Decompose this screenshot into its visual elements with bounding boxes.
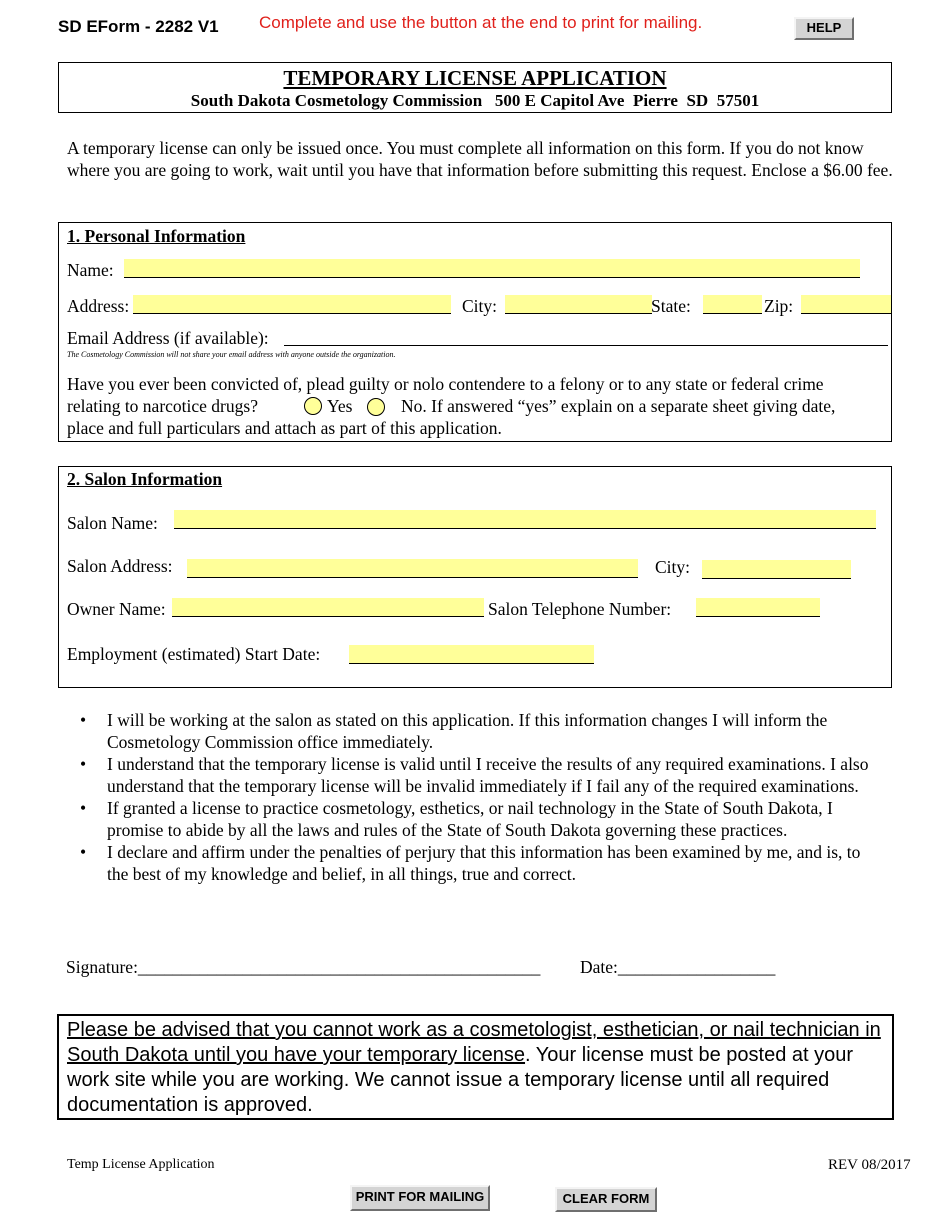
city-field[interactable] xyxy=(505,295,652,314)
city-label: City: xyxy=(462,296,498,316)
statement-text: I declare and affirm under the penalties of perjury that this information has been examined by me, and is, to the best of my knowledge and belief, in all things, true and correct. xyxy=(107,842,861,884)
conviction-question-line3: place and full particulars and attach as part of this application. xyxy=(67,418,502,438)
salon-information-title: 2. Salon Information xyxy=(67,469,223,489)
clear-form-button[interactable]: CLEAR FORM xyxy=(555,1187,657,1212)
conviction-yes-radio[interactable] xyxy=(304,397,322,415)
address-field[interactable] xyxy=(133,295,451,314)
yes-label: Yes xyxy=(327,396,353,416)
advisory-underlined: Please be advised that you cannot work as a cosmetologist, esthetician, or nail technician in South Dakota until you have your temporary license xyxy=(67,1019,881,1066)
form-id: SD EForm - 2282 V1 xyxy=(58,17,219,36)
print-for-mailing-button[interactable]: PRINT FOR MAILING xyxy=(350,1185,490,1211)
personal-information-title: 1. Personal Information xyxy=(67,226,246,246)
list-item: • I declare and affirm under the penalties of perjury that this information has been examined by me, and is, to the best of my knowledge and belief, in all things, true and correct. xyxy=(80,842,861,884)
date-line[interactable]: Date:__________________ xyxy=(580,957,776,977)
salon-name-label: Salon Name: xyxy=(67,513,158,533)
owner-name-field[interactable] xyxy=(172,598,484,617)
statement-list xyxy=(80,709,880,885)
salon-phone-label: Salon Telephone Number: xyxy=(488,599,672,619)
salon-address-field[interactable] xyxy=(187,559,638,578)
list-item: • I will be working at the salon as stated on this application. If this information changes I will inform the Cosmetology Commission office immediately. xyxy=(80,710,828,752)
name-label: Name: xyxy=(67,260,114,280)
conviction-question-line1: Have you ever been convicted of, plead guilty or nolo contendere to a felony or to any state or federal crime xyxy=(67,374,824,394)
help-button[interactable]: HELP xyxy=(794,17,854,40)
state-label: State: xyxy=(651,296,691,316)
signature-line[interactable]: Signature:______________________________________________ xyxy=(66,957,541,977)
start-date-field[interactable] xyxy=(349,645,594,664)
list-item: • If granted a license to practice cosmetology, esthetics, or nail technology in the State of South Dakota, I promise to abide by all the laws and rules of the State of South Dakota governing these practices. xyxy=(80,798,833,840)
print-instruction: Complete and use the button at the end to print for mailing. xyxy=(259,13,703,32)
email-field[interactable] xyxy=(284,344,888,346)
salon-address-label: Salon Address: xyxy=(67,556,173,576)
title-block xyxy=(58,62,892,113)
email-label: Email Address (if available): xyxy=(67,328,269,348)
conviction-no-radio[interactable] xyxy=(367,398,385,416)
conviction-question-line2: relating to narcotice drugs? xyxy=(67,396,258,416)
salon-name-field[interactable] xyxy=(174,510,876,529)
list-item: • I understand that the temporary license is valid until I receive the results of any required examinations. I also understand that the temporary license will be invalid immediately if I fail any of the required examinations. xyxy=(80,754,869,796)
owner-name-label: Owner Name: xyxy=(67,599,166,619)
statement-text: If granted a license to practice cosmetology, esthetics, or nail technology in the State of South Dakota, I promise to abide by all the laws and rules of the State of South Dakota governing these practices. xyxy=(107,798,833,840)
salon-city-field[interactable] xyxy=(702,560,851,579)
no-label: No. If answered “yes” explain on a separate sheet giving date, xyxy=(401,396,836,416)
intro-paragraph: A temporary license can only be issued once. You must complete all information on this form. If you do not know where you are going to work, wait until you have that information before submitting this request. Enclose a $6.00 fee. xyxy=(67,138,893,180)
commission-address: South Dakota Cosmetology Commission 500 E Capitol Ave Pierre SD 57501 xyxy=(190,91,760,110)
zip-field[interactable] xyxy=(801,295,891,314)
address-label: Address: xyxy=(67,296,130,316)
advisory-rest: . Your license must be posted at your work site while you are working. We cannot issue a temporary license until all required documentation is approved. xyxy=(67,1044,854,1116)
zip-label: Zip: xyxy=(764,296,794,316)
statement-text: I understand that the temporary license is valid until I receive the results of any required examinations. I also understand that the temporary license will be invalid immediately if I fail any of the required examinations. xyxy=(107,754,869,796)
statement-text: I will be working at the salon as stated on this application. If this information changes I will inform the Cosmetology Commission office immediately. xyxy=(107,710,828,752)
footer-revision: REV 08/2017 xyxy=(828,1157,911,1173)
footer-form-name: Temp License Application xyxy=(67,1157,215,1172)
state-field[interactable] xyxy=(703,295,762,314)
email-privacy-note: The Cosmetology Commission will not share your email address with anyone outside the organization. xyxy=(67,350,396,359)
salon-phone-field[interactable] xyxy=(696,598,820,617)
name-field[interactable] xyxy=(124,259,860,278)
page-title: TEMPORARY LICENSE APPLICATION xyxy=(283,66,667,90)
salon-city-label: City: xyxy=(655,557,691,577)
advisory-notice xyxy=(57,1014,894,1120)
start-date-label: Employment (estimated) Start Date: xyxy=(67,644,321,664)
